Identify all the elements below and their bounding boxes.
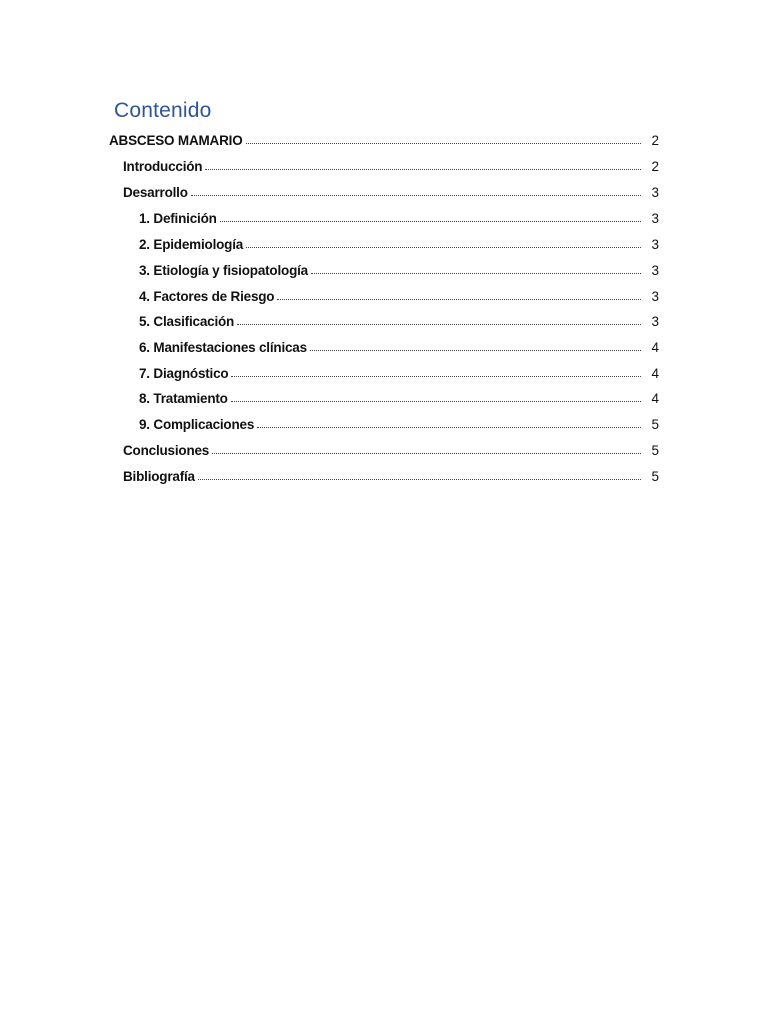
toc-dot-leader <box>246 247 641 248</box>
toc-page-number: 3 <box>651 185 659 200</box>
toc-entry-label: Conclusiones <box>123 443 210 458</box>
toc-dot-leader <box>311 273 641 274</box>
toc-entry-label: 4. Factores de Riesgo <box>139 289 275 304</box>
toc-page-number: 5 <box>651 469 659 484</box>
toc-entry-label: 7. Diagnóstico <box>139 366 229 381</box>
toc-entry-label: Bibliografía <box>123 469 195 484</box>
toc-page-number: 3 <box>651 237 659 252</box>
toc-entry-absceso-mamario[interactable] <box>109 128 659 148</box>
toc-page-number: 5 <box>651 443 659 458</box>
toc-page-number: 3 <box>651 314 659 329</box>
toc-dot-leader <box>220 221 641 222</box>
toc-entry-factores-riesgo[interactable] <box>139 284 659 304</box>
toc-dot-leader <box>231 376 641 377</box>
toc-dot-leader <box>212 453 641 454</box>
toc-page-number: 2 <box>651 133 659 148</box>
toc-page-number: 2 <box>651 159 659 174</box>
toc-dot-leader <box>277 299 641 300</box>
toc-entry-label: 9. Complicaciones <box>139 417 255 432</box>
toc-entry-clasificacion[interactable] <box>139 309 659 329</box>
toc-entry-tratamiento[interactable] <box>139 386 659 406</box>
toc-page-number: 4 <box>651 391 659 406</box>
toc-entry-diagnostico[interactable] <box>139 361 659 381</box>
toc-entry-bibliografia[interactable] <box>123 464 659 484</box>
toc-dot-leader <box>231 401 641 402</box>
toc-page-number: 5 <box>651 417 659 432</box>
toc-dot-leader <box>237 324 641 325</box>
toc-dot-leader <box>310 350 641 351</box>
toc-entry-introduccion[interactable] <box>123 154 659 174</box>
toc-entry-label: 5. Clasificación <box>139 314 235 329</box>
toc-entry-label: Desarrollo <box>123 185 188 200</box>
toc-dot-leader <box>191 195 641 196</box>
toc-page-number: 4 <box>651 366 659 381</box>
toc-entry-definicion[interactable] <box>139 206 659 226</box>
toc-entry-label: 3. Etiología y fisiopatología <box>139 263 308 278</box>
toc-entry-label: 6. Manifestaciones clínicas <box>139 340 307 355</box>
toc-dot-leader <box>198 479 641 480</box>
toc-dot-leader <box>205 169 641 170</box>
toc-entry-desarrollo[interactable] <box>123 180 659 200</box>
toc-page-number: 3 <box>651 263 659 278</box>
toc-entry-complicaciones[interactable] <box>139 412 659 432</box>
toc-entry-epidemiologia[interactable] <box>139 232 659 252</box>
toc-page-number: 4 <box>651 340 659 355</box>
toc-entry-label: Introducción <box>123 159 203 174</box>
toc-dot-leader <box>257 427 641 428</box>
toc-dot-leader <box>246 143 641 144</box>
toc-page-number: 3 <box>651 211 659 226</box>
toc-heading: Contenido <box>114 99 212 122</box>
toc-entry-label: 2. Epidemiología <box>139 237 244 252</box>
toc-entry-label: 1. Definición <box>139 211 217 226</box>
toc-entry-conclusiones[interactable] <box>123 438 659 458</box>
toc-entry-label: 8. Tratamiento <box>139 391 228 406</box>
toc-entry-etiologia[interactable] <box>139 258 659 278</box>
toc-page-number: 3 <box>651 289 659 304</box>
toc-entry-label: ABSCESO MAMARIO <box>109 133 243 148</box>
toc-entry-manifestaciones[interactable] <box>139 335 659 355</box>
